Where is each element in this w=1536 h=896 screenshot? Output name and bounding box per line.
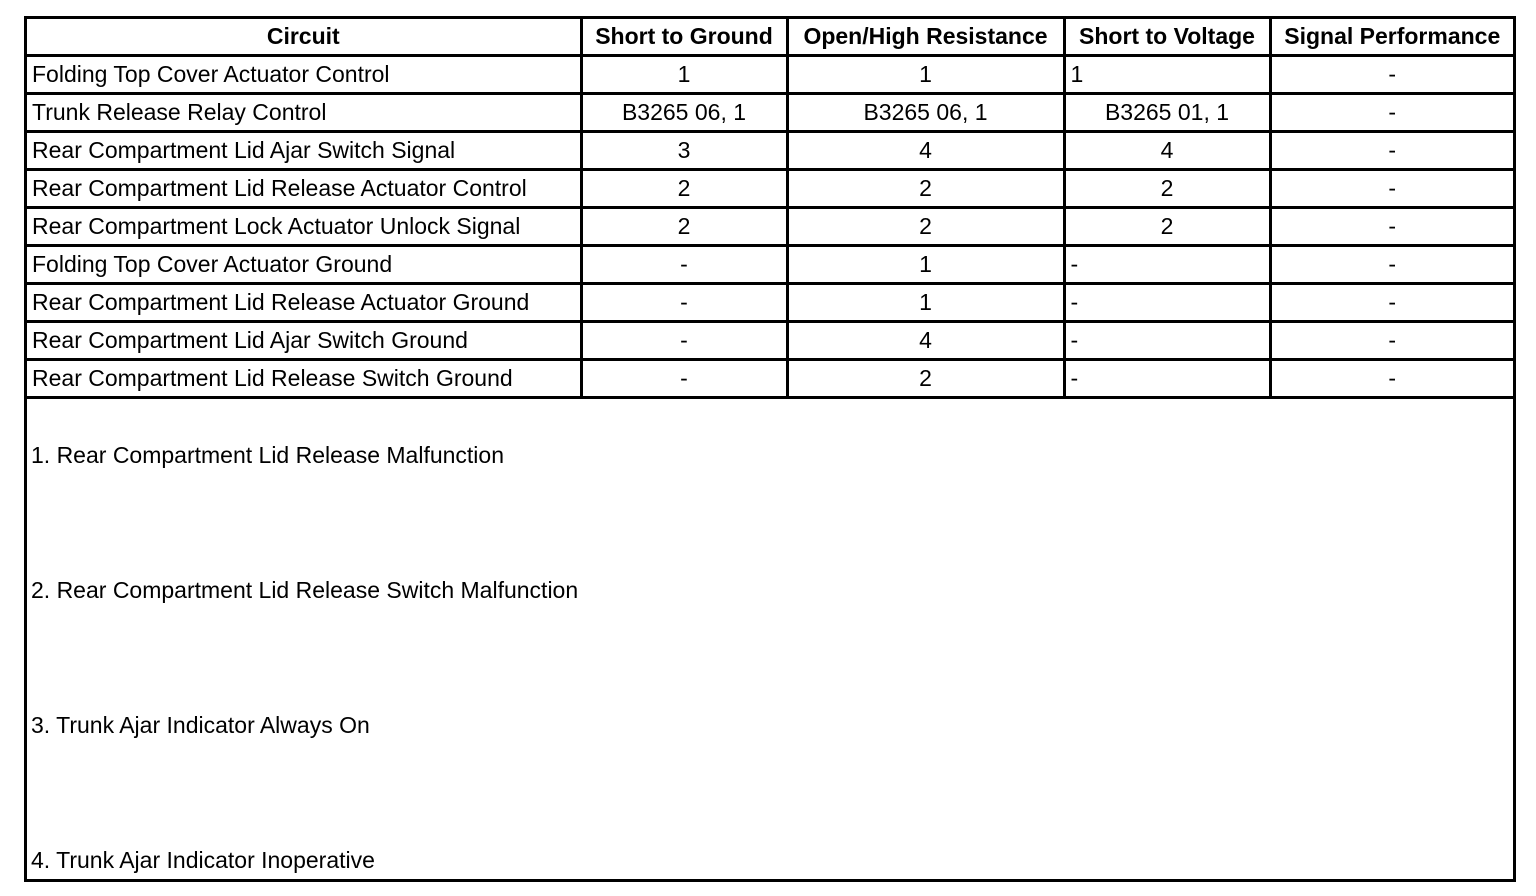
open-high-resistance-cell: 2 — [787, 208, 1064, 246]
open-high-resistance-cell: 2 — [787, 170, 1064, 208]
short-to-voltage-cell: B3265 01, 1 — [1064, 94, 1270, 132]
circuit-name: Trunk Release Relay Control — [27, 94, 581, 132]
notes-section — [27, 436, 1513, 879]
open-high-resistance-cell: 1 — [787, 284, 1064, 322]
circuit-name: Rear Compartment Lock Actuator Unlock Signal — [27, 208, 581, 246]
circuit-name: Rear Compartment Lid Release Actuator Control — [27, 170, 581, 208]
open-high-resistance-cell: 4 — [787, 322, 1064, 360]
open-high-resistance-cell: B3265 06, 1 — [787, 94, 1064, 132]
short-to-voltage-cell: 4 — [1064, 132, 1270, 170]
signal-performance-cell: - — [1270, 246, 1513, 284]
signal-performance-cell: - — [1270, 284, 1513, 322]
circuit-fault-table — [27, 19, 1513, 399]
header-short-to-ground: Short to Ground — [581, 19, 787, 56]
short-to-ground-cell: 2 — [581, 170, 787, 208]
signal-performance-cell: - — [1270, 56, 1513, 94]
signal-performance-cell: - — [1270, 170, 1513, 208]
circuit-name: Rear Compartment Lid Release Actuator Ground — [27, 284, 581, 322]
table-row — [27, 322, 1513, 360]
table-row — [27, 56, 1513, 94]
circuit-name: Folding Top Cover Actuator Control — [27, 56, 581, 94]
short-to-voltage-cell: 2 — [1064, 208, 1270, 246]
table-row — [27, 170, 1513, 208]
short-to-ground-cell: 1 — [581, 56, 787, 94]
table-row — [27, 94, 1513, 132]
open-high-resistance-cell: 1 — [787, 56, 1064, 94]
header-circuit: Circuit — [27, 19, 581, 56]
note-3: 3. Trunk Ajar Indicator Always On — [31, 712, 370, 738]
diagnostic-table-frame — [24, 16, 1516, 882]
signal-performance-cell: - — [1270, 322, 1513, 360]
short-to-voltage-cell: - — [1064, 284, 1270, 322]
note-2: 2. Rear Compartment Lid Release Switch Malfunction — [31, 577, 579, 603]
circuit-name: Rear Compartment Lid Release Switch Ground — [27, 360, 581, 398]
open-high-resistance-cell: 2 — [787, 360, 1064, 398]
signal-performance-cell: - — [1270, 360, 1513, 398]
short-to-voltage-cell: - — [1064, 322, 1270, 360]
signal-performance-cell: - — [1270, 208, 1513, 246]
short-to-ground-cell: - — [581, 322, 787, 360]
table-row — [27, 246, 1513, 284]
header-short-to-voltage: Short to Voltage — [1064, 19, 1270, 56]
short-to-ground-cell: - — [581, 246, 787, 284]
table-row — [27, 284, 1513, 322]
short-to-voltage-cell: 2 — [1064, 170, 1270, 208]
header-row — [27, 19, 1513, 56]
circuit-name: Rear Compartment Lid Ajar Switch Ground — [27, 322, 581, 360]
note-1: 1. Rear Compartment Lid Release Malfunction — [31, 442, 505, 468]
signal-performance-cell: - — [1270, 132, 1513, 170]
short-to-ground-cell: 3 — [581, 132, 787, 170]
short-to-voltage-cell: 1 — [1064, 56, 1270, 94]
short-to-voltage-cell: - — [1064, 246, 1270, 284]
table-row — [27, 132, 1513, 170]
short-to-ground-cell: 2 — [581, 208, 787, 246]
short-to-ground-cell: - — [581, 284, 787, 322]
note-4: 4. Trunk Ajar Indicator Inoperative — [31, 847, 375, 873]
signal-performance-cell: - — [1270, 94, 1513, 132]
circuit-name: Rear Compartment Lid Ajar Switch Signal — [27, 132, 581, 170]
table-row — [27, 360, 1513, 398]
short-to-ground-cell: - — [581, 360, 787, 398]
open-high-resistance-cell: 4 — [787, 132, 1064, 170]
open-high-resistance-cell: 1 — [787, 246, 1064, 284]
header-open-high-resistance: Open/High Resistance — [787, 19, 1064, 56]
short-to-ground-cell: B3265 06, 1 — [581, 94, 787, 132]
short-to-voltage-cell: - — [1064, 360, 1270, 398]
table-row — [27, 208, 1513, 246]
header-signal-performance: Signal Performance — [1270, 19, 1513, 56]
circuit-name: Folding Top Cover Actuator Ground — [27, 246, 581, 284]
